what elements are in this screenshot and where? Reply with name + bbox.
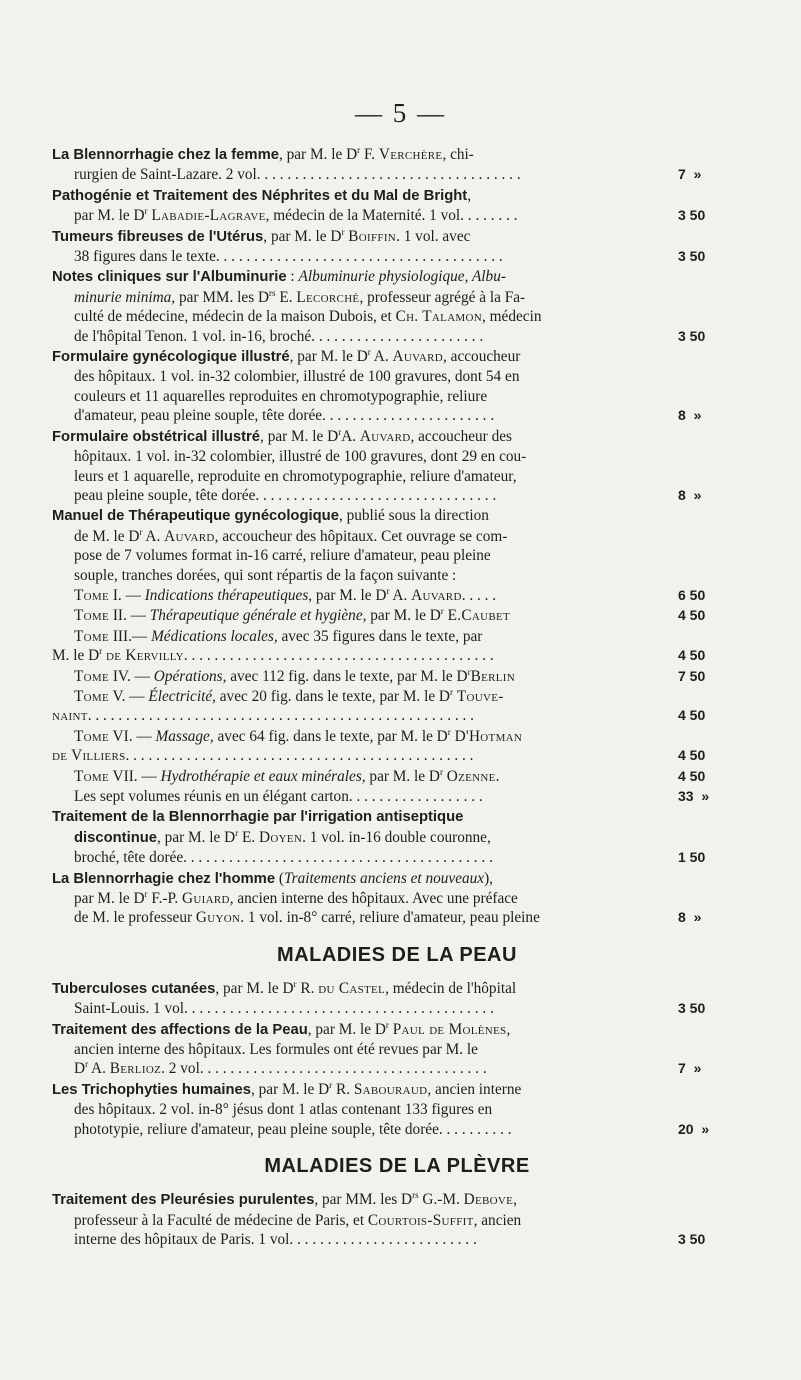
author-name: Auvard xyxy=(411,586,462,604)
price: 4 50 xyxy=(678,767,706,784)
entry-text: Traitements anciens et nouveaux xyxy=(283,869,485,887)
catalogue-entry xyxy=(52,727,742,766)
entry-text: avec 64 fig. dans le texte, par M. le D xyxy=(213,727,448,745)
entry-text: r xyxy=(139,526,143,537)
entry-text: , par M. le D xyxy=(307,1020,386,1038)
entry-text: leurs et 1 aquarelle, reproduite en chromotypographie, reliure d'amateur, xyxy=(74,467,517,485)
entry-line xyxy=(52,999,742,1018)
entry-line xyxy=(52,227,742,247)
entry-text: phototypie, reliure d'amateur, peau pleine souple, tête dorée. . . . . . . . . . xyxy=(74,1120,512,1138)
entry-text: Saint-Louis. 1 vol. . . . . . . . . . . . . . . . . . . . . . . . . . . . . . . . . . . . . . . . . xyxy=(74,1000,494,1018)
catalogue-entry xyxy=(52,186,742,226)
catalogue-entry xyxy=(52,1190,742,1249)
author-name: naint xyxy=(52,707,88,725)
entry-title: Manuel de Thérapeutique gynécologique xyxy=(52,508,339,525)
author-name: Verchère xyxy=(378,146,443,163)
entry-text: couleurs et 11 aquarelles reproduites en chromotypographie, reliure xyxy=(74,387,488,405)
entry-text: souple, tranches dorées, qui sont répartis de la façon suivante : xyxy=(74,566,457,584)
catalogue-entry xyxy=(52,506,742,585)
entry-text: hôpitaux. 1 vol. in-32 colombier, illustré de 100 gravures, dont 29 en cou- xyxy=(74,448,527,466)
entry-text: r xyxy=(293,978,297,989)
entry-text: A. xyxy=(389,586,412,604)
entry-line xyxy=(52,908,742,927)
entry-text: , par M. le D xyxy=(278,146,358,163)
entry-line xyxy=(52,687,742,706)
entry-line xyxy=(52,527,742,546)
entry-line xyxy=(52,1211,742,1230)
entry-line xyxy=(52,427,742,447)
entry-text: . xyxy=(495,767,500,785)
entry-title: Tumeurs fibreuses de l'Utérus xyxy=(52,228,264,245)
entry-text: I. — xyxy=(109,586,145,604)
entry-line xyxy=(52,406,742,425)
author-name: Tome xyxy=(74,767,109,785)
catalogue-entry xyxy=(52,267,742,346)
entry-text: par M. le D xyxy=(312,586,387,604)
entry-text: par M. le D xyxy=(74,207,145,225)
author-name: D'Hotman xyxy=(454,727,523,745)
blennorrhagia-entries xyxy=(52,807,742,927)
entry-line xyxy=(52,1190,742,1210)
entry-text: , ancien interne des hôpitaux. Avec une préface xyxy=(229,890,518,908)
entry-text: rs xyxy=(412,1190,419,1200)
entry-text: , médecin de la Maternité. 1 vol. . . . . . . . xyxy=(265,207,518,225)
entry-text: peau pleine souple, tête dorée. . . . . . . . . . . . . . . . . . . . . . . . . . . . . . . . xyxy=(74,486,497,504)
price: 3 50 xyxy=(678,248,706,265)
entry-text: de M. le professeur xyxy=(74,909,196,927)
entry-line xyxy=(52,767,742,786)
price: 4 50 xyxy=(678,707,706,724)
catalogue-entry xyxy=(52,606,742,625)
entry-text: F.-P. xyxy=(147,890,183,908)
author-name: Tome xyxy=(74,687,109,705)
price: 7 » xyxy=(678,166,702,183)
price: 3 50 xyxy=(678,1230,706,1247)
entry-text: avec 20 fig. dans le texte, par M. le D xyxy=(215,687,450,705)
author-name: Tome xyxy=(74,727,109,745)
price: 3 50 xyxy=(678,207,706,224)
entry-text: , accoucheur des hôpitaux. Cet ouvrage se com- xyxy=(214,527,508,545)
entry-text: E. xyxy=(238,828,260,846)
catalogue-entry xyxy=(52,869,742,928)
entry-text: , accoucheur des xyxy=(410,427,512,445)
catalogue-entry xyxy=(52,687,742,726)
entry-text: broché, tête dorée. . . . . . . . . . . . . . . . . . . . . . . . . . . . . . . . . . . . . . . . . xyxy=(74,849,493,867)
entry-text: Opérations, xyxy=(153,667,227,685)
entry-line xyxy=(52,486,742,505)
entry-title: Formulaire obstétrical illustré xyxy=(52,428,261,445)
author-name: Boiffin xyxy=(348,227,397,245)
entry-text: ( xyxy=(275,869,284,887)
entry-text: Électricité, xyxy=(148,687,216,705)
entry-line xyxy=(52,307,742,326)
entry-text: des hôpitaux. 2 vol. in-8° jésus dont 1 atlas contenant 133 figures en xyxy=(74,1101,493,1119)
author-name: Ch. Talamon xyxy=(395,308,483,326)
entry-line xyxy=(52,165,742,184)
price: 7 50 xyxy=(678,667,706,684)
catalogue-entry xyxy=(52,627,742,666)
author-name: Tome xyxy=(74,627,109,645)
entry-text: Hydrothérapie et eaux minérales, xyxy=(160,767,366,785)
tome-list xyxy=(52,586,742,806)
entry-line xyxy=(52,1120,742,1139)
entry-title: Traitement des Pleurésies purulentes xyxy=(52,1192,315,1209)
entry-title: Les Trichophyties humaines xyxy=(52,1081,251,1098)
author-name: Auvard xyxy=(392,348,444,366)
price: 4 50 xyxy=(678,747,706,764)
entry-line xyxy=(52,387,742,406)
price: 4 50 xyxy=(678,607,706,624)
author-name: Sabouraud xyxy=(353,1080,428,1098)
author-name: Ozenne xyxy=(446,767,496,785)
entry-line xyxy=(52,807,742,827)
entry-text: IV. — xyxy=(109,667,154,685)
skin-entries xyxy=(52,979,742,1139)
entry-text: r xyxy=(85,1059,89,1070)
entry-text: . . . . . . . . . . . . . . . . . . . . . . . . . . . . . . . . . . . . . . . . . . . . . . . . . . . xyxy=(87,707,474,725)
entry-text: Médications locales, xyxy=(151,627,278,645)
entry-line xyxy=(52,1080,742,1100)
entry-text: r xyxy=(357,144,361,155)
price: 7 » xyxy=(678,1060,702,1077)
author-name: Courtois-Suffit xyxy=(367,1211,474,1229)
entry-text: . 1 vol. in-8° carré, reliure d'amateur, peau pleine xyxy=(240,909,540,927)
author-name: E.Caubet xyxy=(447,607,511,625)
entry-line xyxy=(52,546,742,565)
author-name: Debove xyxy=(463,1191,514,1209)
entry-text: r xyxy=(99,646,103,657)
entry-text: , ancien xyxy=(473,1211,522,1229)
entry-text: Indications thérapeutiques, xyxy=(144,586,313,604)
author-name: de Villiers xyxy=(52,747,126,765)
entry-line xyxy=(52,646,742,665)
entry-line xyxy=(52,667,742,686)
entry-line xyxy=(52,566,742,585)
entry-text: rs xyxy=(269,287,276,298)
entry-line xyxy=(52,288,742,307)
author-name: Labadie-Lagrave xyxy=(151,207,266,225)
price: 6 50 xyxy=(678,586,706,603)
entry-line xyxy=(52,606,742,625)
catalogue-entry xyxy=(52,787,742,806)
entry-text: avec 35 figures dans le texte, par xyxy=(277,627,483,645)
entry-line xyxy=(52,247,742,266)
entry-text: professeur à la Faculté de médecine de Paris, et xyxy=(74,1211,368,1229)
price: 8 » xyxy=(678,486,702,503)
entry-line xyxy=(52,848,742,867)
entry-text: , par M. le D xyxy=(157,828,236,846)
entry-line xyxy=(52,347,742,367)
entry-text: , xyxy=(513,1191,517,1209)
entry-text: V. — xyxy=(109,687,149,705)
entry-text: , médecin de l'hôpital xyxy=(385,979,517,997)
catalogue-entry xyxy=(52,145,742,185)
entry-text: par M. le D xyxy=(74,890,145,908)
entry-text: , par M. le D xyxy=(263,227,342,245)
entry-text: r xyxy=(367,346,371,357)
entry-text: de l'hôpital Tenon. 1 vol. in-16, broché. . . . . . . . . . . . . . . . . . . . . . . xyxy=(74,327,484,345)
author-name: Guiard xyxy=(182,890,230,908)
entry-text: r xyxy=(144,888,148,899)
entry-text: Massage, xyxy=(155,727,214,745)
entry-line xyxy=(52,327,742,346)
entry-title: Pathogénie et Traitement des Néphrites et du Mal de Bright xyxy=(52,187,468,204)
author-name: Touve- xyxy=(456,687,504,705)
entry-line xyxy=(52,206,742,225)
entry-line xyxy=(52,869,742,889)
entry-text: , ancien interne xyxy=(427,1080,522,1098)
catalogue-entry xyxy=(52,979,742,1019)
author-name: Auvard xyxy=(359,427,411,445)
entry-text: : xyxy=(286,268,299,286)
author-name: du Castel xyxy=(318,979,386,997)
price: 3 50 xyxy=(678,327,706,344)
price: 3 50 xyxy=(678,1000,706,1017)
entry-text: VI. — xyxy=(109,727,156,745)
entry-title: Notes cliniques sur l'Albuminurie xyxy=(52,269,287,286)
entry-text: . 1 vol. avec xyxy=(396,227,471,245)
entry-text: d'amateur, peau pleine souple, tête dorée. . . . . . . . . . . . . . . . . . . . . . . xyxy=(74,407,495,425)
entry-text: Les sept volumes réunis en un élégant carton. . . . . . . . . . . . . . . . . . xyxy=(74,788,483,805)
entry-text: III.— xyxy=(109,627,152,645)
entry-title: Traitement des affections de la Peau xyxy=(52,1021,308,1038)
author-name: Tome xyxy=(74,607,109,625)
entry-text: par M. le D xyxy=(366,607,441,625)
entry-line xyxy=(52,1100,742,1119)
section-title-pleura: MALADIES DE LA PLÈVRE xyxy=(264,1155,530,1178)
author-name: Paul de Molènes xyxy=(392,1020,507,1038)
entry-line xyxy=(52,1230,742,1249)
pleura-entries xyxy=(52,1190,742,1249)
entry-text: r xyxy=(385,1019,389,1030)
entry-text: Thérapeutique générale et hygiène, xyxy=(149,607,367,625)
entry-line xyxy=(52,787,742,806)
catalogue-entry xyxy=(52,347,742,426)
entry-text: Albuminurie physiologique, Albu- xyxy=(298,268,506,286)
catalogue-entry xyxy=(52,1080,742,1139)
catalogue-content xyxy=(52,145,742,1250)
entry-line xyxy=(52,186,742,206)
entry-title: Formulaire gynécologique illustré xyxy=(52,349,290,366)
page-number: — 5 — xyxy=(355,98,446,128)
entry-text: M. le D xyxy=(52,647,100,665)
entry-text: pose de 7 volumes format in-16 carré, reliure d'amateur, peau pleine xyxy=(74,547,491,565)
entry-text: II. — xyxy=(109,607,150,625)
entry-text: , par M. le D xyxy=(260,427,339,445)
entry-text: culté de médecine, médecin de la maison Dubois, et xyxy=(74,308,396,326)
entry-title: discontinue xyxy=(74,829,158,846)
price: 8 » xyxy=(678,407,702,424)
entry-text: D xyxy=(74,1060,86,1078)
entry-text: . . . . . . . . . . . . . . . . . . . . . . . . . . . . . . . . . . . . . . . . . . . . . . xyxy=(125,747,474,765)
entry-text: , médecin xyxy=(482,308,542,326)
entry-text: E. xyxy=(275,288,297,306)
author-name: de Kervilly xyxy=(106,647,184,665)
entry-text: G.-M. xyxy=(418,1191,464,1209)
entry-text: , par M. le D xyxy=(215,979,294,997)
author-name: Tome xyxy=(74,667,109,685)
entry-text: r xyxy=(329,1079,333,1090)
catalogue-entry xyxy=(52,227,742,267)
entry-line xyxy=(52,467,742,486)
entry-line xyxy=(52,828,742,848)
catalogue-entry xyxy=(52,427,742,506)
entry-line xyxy=(52,506,742,526)
price: 4 50 xyxy=(678,647,706,664)
entry-text: r xyxy=(467,666,471,677)
entry-text: minurie minima, xyxy=(74,288,176,306)
entry-title: Tuberculoses cutanées xyxy=(52,980,216,997)
entry-text: avec 112 fig. dans le texte, par M. le D xyxy=(226,667,468,685)
section-title-skin: MALADIES DE LA PEAU xyxy=(277,943,517,966)
price: 20 » xyxy=(678,1120,710,1137)
entry-text: A. xyxy=(142,527,165,545)
entry-line xyxy=(52,1020,742,1040)
entry-text: 38 figures dans le texte. . . . . . . . . . . . . . . . . . . . . . . . . . . . . . . . . . . . . . xyxy=(74,248,503,266)
entry-text: F. xyxy=(360,146,379,163)
entry-text: r xyxy=(447,726,451,737)
catalogue-entry xyxy=(52,807,742,867)
price: 8 » xyxy=(678,909,702,926)
author-name: Doyen xyxy=(259,828,303,846)
entry-line xyxy=(52,627,742,646)
entry-text: interne des hôpitaux de Paris. 1 vol. . . . . . . . . . . . . . . . . . . . . . . . . xyxy=(74,1230,477,1248)
catalogue-entry xyxy=(52,586,742,605)
entry-line xyxy=(52,706,742,725)
entry-text: de M. le D xyxy=(74,527,140,545)
entry-text: . . . . . xyxy=(461,586,497,604)
entry-text: ), xyxy=(484,869,493,887)
entry-text: rurgien de Saint-Lazare. 2 vol. . . . . . . . . . . . . . . . . . . . . . . . . . . . . . . . . . . xyxy=(74,166,521,184)
entry-line xyxy=(52,145,742,165)
entry-text: , xyxy=(467,186,472,204)
author-name: Berlioz xyxy=(109,1060,162,1078)
entry-text: A. xyxy=(370,348,393,366)
entry-text: par M. le D xyxy=(365,767,440,785)
author-name: Guyon xyxy=(195,909,241,927)
entry-text: , par M. le D xyxy=(251,1080,330,1098)
entry-text: r xyxy=(338,426,342,437)
entry-text: r xyxy=(440,606,444,617)
entry-text: ancien interne des hôpitaux. Les formules ont été revues par M. le xyxy=(74,1041,478,1059)
entry-line xyxy=(52,889,742,908)
entry-title: Traitement de la Blennorrhagie par l'irrigation antiseptique xyxy=(52,809,464,826)
entry-title: La Blennorrhagie chez la femme xyxy=(52,147,279,163)
entry-text: . . . . . . . . . . . . . . . . . . . . . . . . . . . . . . . . . . . . . . . . . xyxy=(183,647,494,665)
entry-line xyxy=(52,447,742,466)
catalogue-entry xyxy=(52,767,742,786)
price: 33 » xyxy=(678,788,710,804)
entry-line xyxy=(52,367,742,386)
entry-text: r xyxy=(235,827,239,838)
entry-text: A. xyxy=(88,1060,110,1078)
entry-line xyxy=(52,979,742,999)
entry-text: , publié sous la direction xyxy=(338,507,489,525)
entry-text: R. xyxy=(296,979,319,997)
entry-text: , chi- xyxy=(442,146,474,163)
catalogue-entry xyxy=(52,667,742,686)
entry-text: , accoucheur xyxy=(443,348,521,366)
entry-text: , par MM. les D xyxy=(314,1191,413,1209)
author-name: Lecorché xyxy=(296,288,360,306)
entry-text: r xyxy=(439,766,443,777)
entry-text: r xyxy=(144,206,148,217)
author-name: Berlin xyxy=(470,667,515,685)
catalogue-entry xyxy=(52,1020,742,1079)
entry-text: A. xyxy=(341,427,360,445)
gynecology-entries xyxy=(52,145,742,585)
entry-text: . 1 vol. in-16 double couronne, xyxy=(302,828,491,846)
entry-text: par MM. les D xyxy=(175,288,270,306)
author-name: Auvard xyxy=(164,527,215,545)
entry-line xyxy=(52,727,742,746)
entry-text: . 2 vol. . . . . . . . . . . . . . . . . . . . . . . . . . . . . . . . . . . . . . xyxy=(161,1060,487,1078)
entry-text: VII. — xyxy=(109,767,161,785)
entry-text: r xyxy=(386,585,390,596)
entry-text: R. xyxy=(332,1080,354,1098)
entry-text: , par M. le D xyxy=(289,348,368,366)
entry-line xyxy=(52,1040,742,1059)
entry-line xyxy=(52,267,742,287)
entry-line xyxy=(52,1059,742,1078)
entry-text: r xyxy=(341,226,345,237)
author-name: Tome xyxy=(74,586,109,604)
entry-line xyxy=(52,746,742,765)
entry-title: La Blennorrhagie chez l'homme xyxy=(52,870,276,887)
entry-text: r xyxy=(449,686,453,697)
entry-text: des hôpitaux. 1 vol. in-32 colombier, illustré de 100 gravures, dont 54 en xyxy=(74,368,520,386)
entry-text: , xyxy=(506,1020,511,1038)
price: 1 50 xyxy=(678,849,706,866)
entry-line xyxy=(52,586,742,605)
entry-text: , professeur agrégé à la Fa- xyxy=(359,288,526,306)
